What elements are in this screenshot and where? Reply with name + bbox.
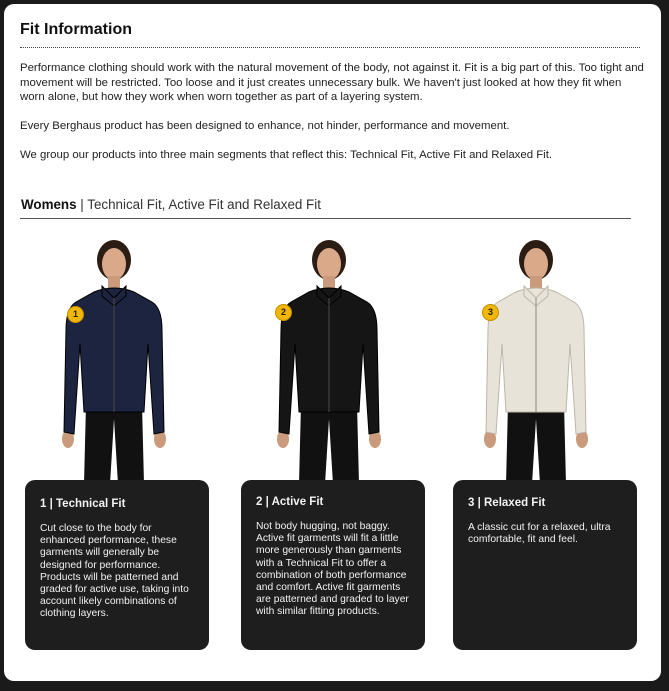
intro-paragraph: We group our products into three main segments that reflect this: Technical Fit, Active Fit and Relaxed Fit. [20,149,553,161]
model-illustration [44,234,184,484]
intro-paragraph: Performance clothing should work with the natural movement of the body, not against it. Fit is a big part of this. Too tight and movement will be restricted. Too loose and it just creates unnecessary bulk. We haven't just looked at how they fit when worn alone, but how they work when worn together as part of a layering system. [20,62,644,103]
fit-card-title: 2 | Active Fit [256,496,324,508]
fit-number-badge: 2 [275,304,292,321]
segment-heading [21,197,321,212]
model-active-fit [259,234,399,484]
face [317,248,341,280]
fit-number-badge: 3 [482,304,499,321]
face [524,248,548,280]
fit-card-title: 3 | Relaxed Fit [468,497,546,509]
title-divider [20,47,640,48]
trousers [506,404,566,484]
model-illustration [259,234,399,484]
fit-card-technical [25,480,209,650]
trousers [84,404,144,484]
intro-paragraph: Every Berghaus product has been designed to enhance, not hinder, performance and movement. [20,120,510,132]
fit-card-description: A classic cut for a relaxed, ultra comfortable, fit and feel. [468,522,611,546]
fit-number-badge: 1 [67,306,84,323]
fit-information-panel [4,4,661,681]
fit-card-title: 1 | Technical Fit [40,498,126,510]
fit-card-relaxed [453,480,637,650]
face [102,248,126,280]
intro-text [20,61,645,177]
fit-card-active [241,480,425,650]
segment-subtitle: Technical Fit, Active Fit and Relaxed Fit [87,197,321,212]
page-title: Fit Information [20,21,132,38]
fit-card-description: Not body hugging, not baggy. Active fit garments will fit a little more generously than garments with a Technical Fit to offer a combination of both performance and comfort. Active fit garments are patterned and graded to layer with similar fitting products. [256,521,409,618]
model-illustration [466,234,606,484]
fit-card-description: Cut close to the body for enhanced performance, these garments will generally be designed for performance. Products will be patterned and graded for active use, taking into account likely combinations of clothing layers. [40,523,189,620]
model-technical-fit [44,234,184,484]
segment-label: Womens [21,197,77,212]
segment-separator: | [76,197,88,212]
model-relaxed-fit [466,234,606,484]
trousers [299,404,359,484]
segment-divider [20,218,631,219]
